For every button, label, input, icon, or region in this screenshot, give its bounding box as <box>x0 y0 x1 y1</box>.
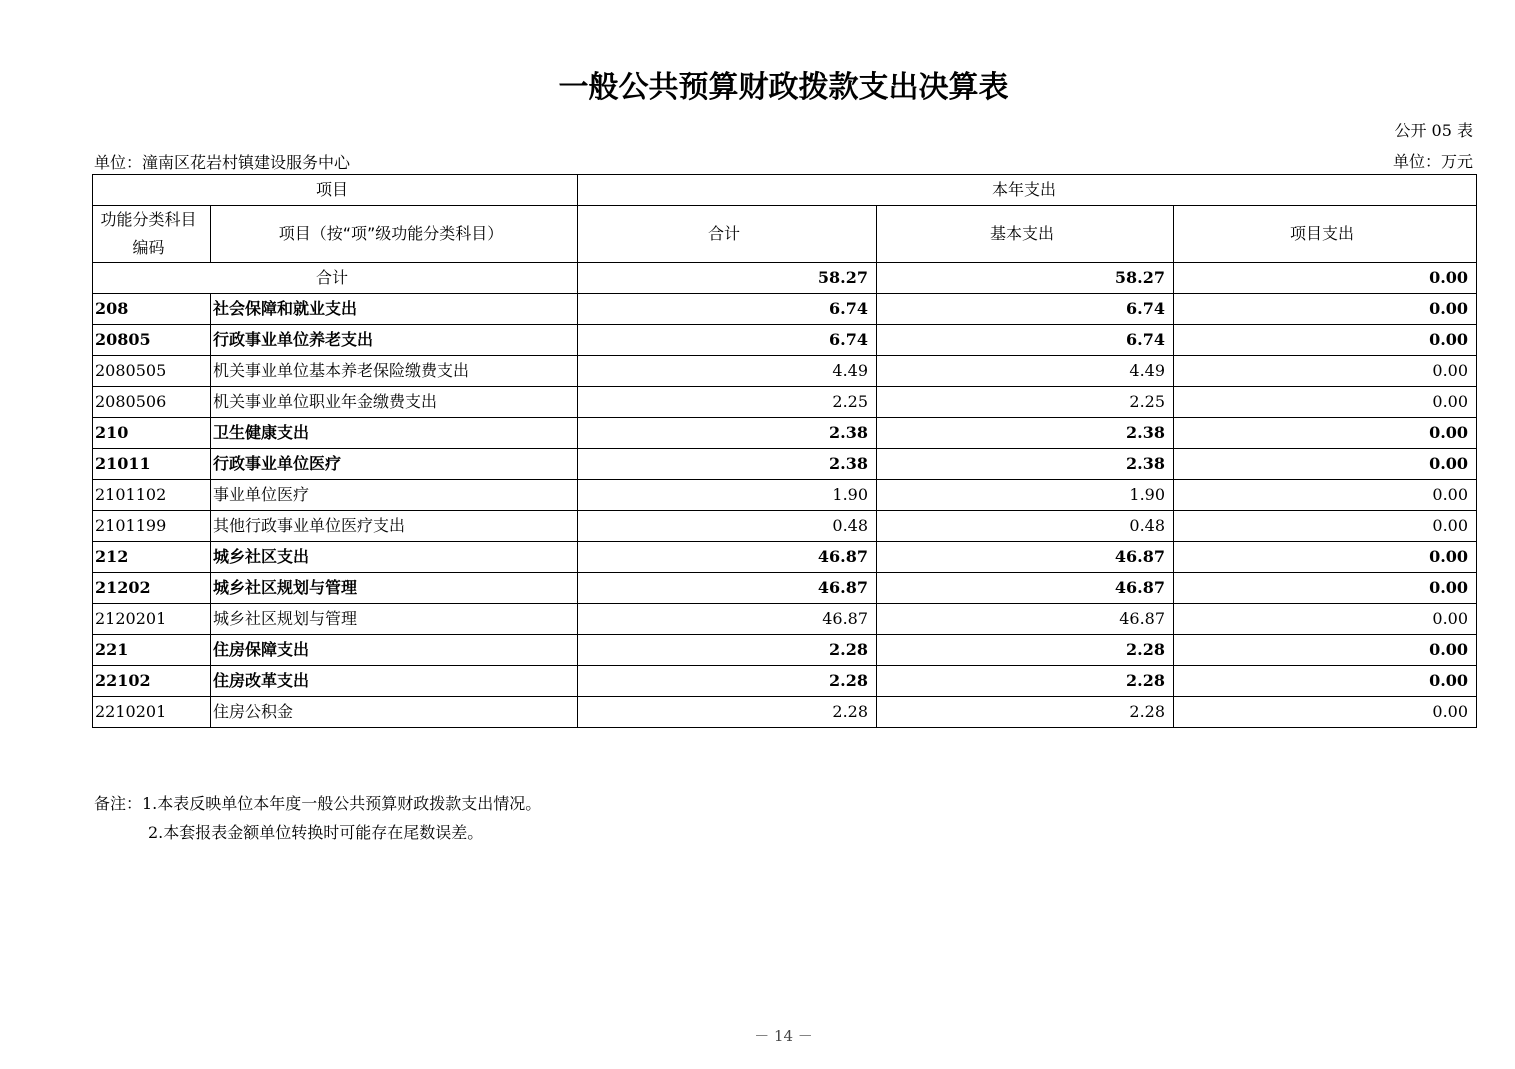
cell-code: 21202 <box>93 573 211 604</box>
header-current-year: 本年支出 <box>578 175 1477 206</box>
total-row <box>93 263 1477 294</box>
cell-basic: 46.87 <box>877 573 1174 604</box>
table-row <box>93 325 1477 356</box>
cell-total: 2.25 <box>578 387 877 418</box>
cell-code: 2080506 <box>93 387 211 418</box>
cell-code: 212 <box>93 542 211 573</box>
cell-basic: 2.28 <box>877 635 1174 666</box>
cell-project: 0.00 <box>1174 573 1477 604</box>
table-row <box>93 387 1477 418</box>
cell-code: 221 <box>93 635 211 666</box>
cell-total: 2.28 <box>578 697 877 728</box>
cell-name: 社会保障和就业支出 <box>211 294 578 325</box>
cell-project: 0.00 <box>1174 604 1477 635</box>
cell-project: 0.00 <box>1174 635 1477 666</box>
table-row <box>93 480 1477 511</box>
cell-project: 0.00 <box>1174 666 1477 697</box>
cell-total: 4.49 <box>578 356 877 387</box>
cell-project: 0.00 <box>1174 697 1477 728</box>
cell-total: 46.87 <box>578 604 877 635</box>
table-row <box>93 511 1477 542</box>
currency-unit: 单位：万元 <box>1392 152 1473 171</box>
reporting-unit: 单位：潼南区花岩村镇建设服务中心 <box>94 153 351 172</box>
cell-code: 2120201 <box>93 604 211 635</box>
cell-total: 2.28 <box>578 635 877 666</box>
cell-total: 0.48 <box>578 511 877 542</box>
header-name: 项目（按“项”级功能分类科目） <box>211 206 578 263</box>
cell-project: 0.00 <box>1174 542 1477 573</box>
note-line-1: 备注：1.本表反映单位本年度一般公共预算财政拨款支出情况。 <box>94 794 542 813</box>
cell-name: 行政事业单位医疗 <box>211 449 578 480</box>
page-number: － 14 － <box>754 1027 813 1045</box>
cell-project: 0.00 <box>1174 418 1477 449</box>
cell-total: 1.90 <box>578 480 877 511</box>
header-total: 合计 <box>578 206 877 263</box>
cell-project: 0.00 <box>1174 356 1477 387</box>
total-cell-total: 58.27 <box>578 263 877 294</box>
cell-code: 210 <box>93 418 211 449</box>
cell-project: 0.00 <box>1174 387 1477 418</box>
table-row <box>93 573 1477 604</box>
cell-name: 行政事业单位养老支出 <box>211 325 578 356</box>
cell-basic: 4.49 <box>877 356 1174 387</box>
cell-project: 0.00 <box>1174 294 1477 325</box>
cell-total: 46.87 <box>578 573 877 604</box>
table-row <box>93 666 1477 697</box>
cell-name: 住房公积金 <box>211 697 578 728</box>
cell-code: 208 <box>93 294 211 325</box>
cell-total: 6.74 <box>578 325 877 356</box>
cell-total: 2.38 <box>578 449 877 480</box>
total-cell-basic: 58.27 <box>877 263 1174 294</box>
header-project: 项目 <box>93 175 578 206</box>
cell-project: 0.00 <box>1174 325 1477 356</box>
header-project-expense: 项目支出 <box>1174 206 1477 263</box>
cell-basic: 46.87 <box>877 604 1174 635</box>
cell-basic: 2.38 <box>877 418 1174 449</box>
note-line-2: 2.本套报表金额单位转换时可能存在尾数误差。 <box>148 823 484 842</box>
cell-total: 2.28 <box>578 666 877 697</box>
page-title: 一般公共预算财政拨款支出决算表 <box>558 70 1009 105</box>
expenditure-table <box>92 174 1477 728</box>
cell-name: 机关事业单位基本养老保险缴费支出 <box>211 356 578 387</box>
cell-name: 住房保障支出 <box>211 635 578 666</box>
cell-name: 城乡社区规划与管理 <box>211 573 578 604</box>
header-code: 功能分类科目编码 <box>93 206 211 263</box>
cell-name: 城乡社区规划与管理 <box>211 604 578 635</box>
form-code: 公开 05 表 <box>1394 121 1473 140</box>
cell-project: 0.00 <box>1174 480 1477 511</box>
cell-total: 2.38 <box>578 418 877 449</box>
table-row <box>93 418 1477 449</box>
table-row <box>93 449 1477 480</box>
cell-name: 机关事业单位职业年金缴费支出 <box>211 387 578 418</box>
cell-code: 2101199 <box>93 511 211 542</box>
cell-basic: 46.87 <box>877 542 1174 573</box>
total-cell-project: 0.00 <box>1174 263 1477 294</box>
cell-name: 城乡社区支出 <box>211 542 578 573</box>
cell-basic: 0.48 <box>877 511 1174 542</box>
cell-name: 卫生健康支出 <box>211 418 578 449</box>
cell-name: 住房改革支出 <box>211 666 578 697</box>
cell-basic: 2.28 <box>877 666 1174 697</box>
table-row <box>93 356 1477 387</box>
cell-project: 0.00 <box>1174 511 1477 542</box>
table-row <box>93 697 1477 728</box>
cell-basic: 6.74 <box>877 294 1174 325</box>
cell-code: 2080505 <box>93 356 211 387</box>
cell-total: 6.74 <box>578 294 877 325</box>
cell-basic: 2.38 <box>877 449 1174 480</box>
table-row <box>93 635 1477 666</box>
cell-basic: 2.25 <box>877 387 1174 418</box>
cell-name: 事业单位医疗 <box>211 480 578 511</box>
cell-name: 其他行政事业单位医疗支出 <box>211 511 578 542</box>
total-label: 合计 <box>93 263 578 294</box>
cell-code: 21011 <box>93 449 211 480</box>
table-row <box>93 542 1477 573</box>
cell-code: 22102 <box>93 666 211 697</box>
cell-code: 2210201 <box>93 697 211 728</box>
cell-basic: 1.90 <box>877 480 1174 511</box>
cell-code: 20805 <box>93 325 211 356</box>
header-basic: 基本支出 <box>877 206 1174 263</box>
cell-basic: 2.28 <box>877 697 1174 728</box>
cell-code: 2101102 <box>93 480 211 511</box>
cell-project: 0.00 <box>1174 449 1477 480</box>
table-row <box>93 604 1477 635</box>
cell-total: 46.87 <box>578 542 877 573</box>
cell-basic: 6.74 <box>877 325 1174 356</box>
table-row <box>93 294 1477 325</box>
